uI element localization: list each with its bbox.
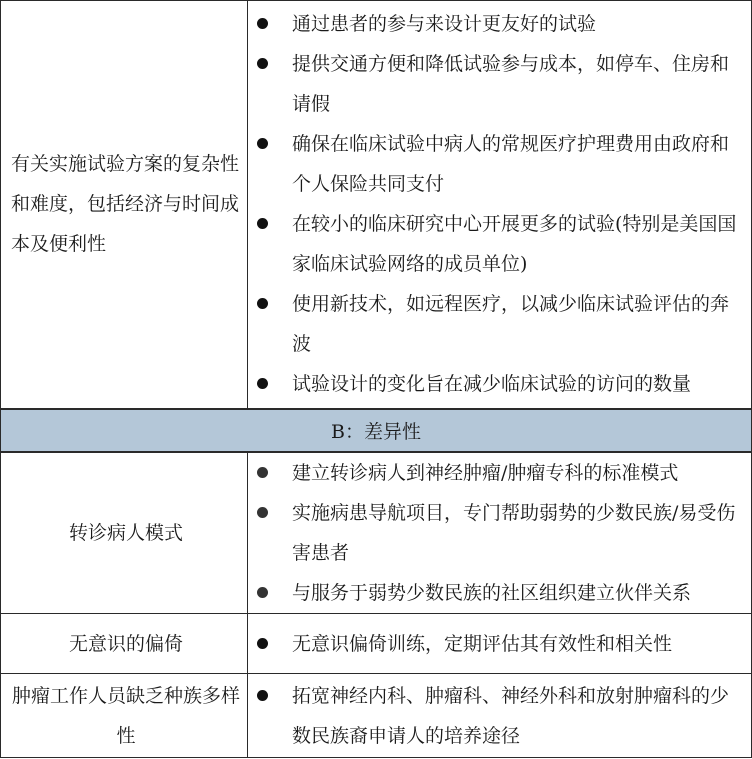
bullet-icon bbox=[257, 690, 268, 701]
table-row bbox=[1, 614, 752, 674]
row-items bbox=[248, 452, 752, 614]
list-item bbox=[248, 124, 741, 204]
row-label: 转诊病人模式 bbox=[1, 452, 248, 614]
list-item bbox=[248, 4, 741, 44]
bullet-icon bbox=[257, 218, 268, 229]
list-item-text: 与服务于弱势少数民族的社区组织建立伙伴关系 bbox=[292, 581, 692, 604]
row-label: 肿瘤工作人员缺乏种族多样性 bbox=[1, 674, 248, 758]
bullet-icon bbox=[257, 507, 268, 518]
bullet-list bbox=[248, 676, 741, 756]
bullet-list bbox=[248, 453, 741, 613]
list-item bbox=[248, 364, 741, 404]
row-label: 无意识的偏倚 bbox=[1, 614, 248, 674]
table-row bbox=[1, 452, 752, 614]
row-items bbox=[248, 674, 752, 758]
list-item bbox=[248, 453, 741, 493]
list-item-text: 实施病患导航项目，专门帮助弱势的少数民族/易受伤害患者 bbox=[292, 501, 736, 564]
section-title: B：差异性 bbox=[1, 409, 752, 452]
list-item bbox=[248, 44, 741, 124]
table-row bbox=[1, 1, 752, 409]
bullet-icon bbox=[257, 378, 268, 389]
list-item bbox=[248, 676, 741, 756]
bullet-list bbox=[248, 4, 741, 404]
list-item-text: 拓宽神经内科、肿瘤科、神经外科和放射肿瘤科的少数民族裔申请人的培养途径 bbox=[292, 684, 730, 747]
row-label: 有关实施试验方案的复杂性和难度，包括经济与时间成本及便利性 bbox=[1, 1, 248, 409]
list-item bbox=[248, 284, 741, 364]
list-item-text: 建立转诊病人到神经肿瘤/肿瘤专科的标准模式 bbox=[292, 461, 679, 484]
bullet-list bbox=[248, 624, 741, 664]
list-item bbox=[248, 624, 741, 664]
list-item-text: 通过患者的参与来设计更友好的试验 bbox=[292, 13, 597, 36]
bullet-icon bbox=[257, 18, 268, 29]
bullet-icon bbox=[257, 467, 268, 478]
list-item-text: 使用新技术，如远程医疗，以减少临床试验评估的奔波 bbox=[292, 293, 730, 356]
list-item bbox=[248, 493, 741, 573]
row-items bbox=[248, 1, 752, 409]
row-items bbox=[248, 614, 752, 674]
table-row bbox=[1, 674, 752, 758]
list-item-text: 确保在临床试验中病人的常规医疗护理费用由政府和个人保险共同支付 bbox=[292, 133, 730, 196]
section-header-row bbox=[1, 409, 752, 452]
bullet-icon bbox=[257, 298, 268, 309]
list-item-text: 无意识偏倚训练，定期评估其有效性和相关性 bbox=[292, 632, 673, 655]
list-item bbox=[248, 204, 741, 284]
bullet-icon bbox=[257, 138, 268, 149]
list-item bbox=[248, 573, 741, 613]
bullet-icon bbox=[257, 638, 268, 649]
list-item-text: 试验设计的变化旨在减少临床试验的访问的数量 bbox=[292, 373, 692, 396]
list-item-text: 在较小的临床研究中心开展更多的试验(特别是美国国家临床试验网络的成员单位) bbox=[292, 213, 737, 276]
bullet-icon bbox=[257, 587, 268, 598]
bullet-icon bbox=[257, 58, 268, 69]
list-item-text: 提供交通方便和降低试验参与成本，如停车、住房和请假 bbox=[292, 53, 730, 116]
